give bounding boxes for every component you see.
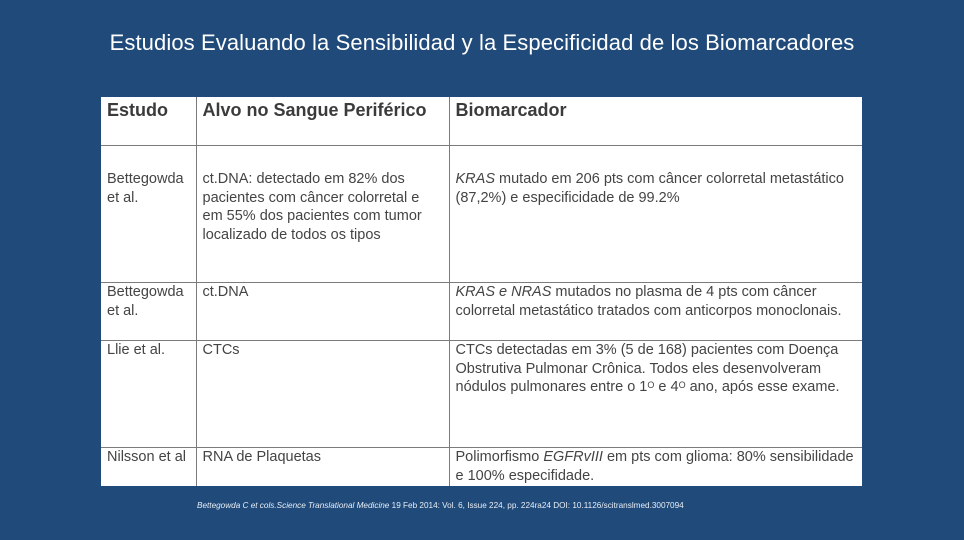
table-row <box>101 146 862 283</box>
biomarcador-text: e 4 <box>654 379 679 395</box>
header-estudo: Estudo <box>101 97 196 146</box>
cell-estudo: Llie et al. <box>101 341 196 448</box>
table-row <box>101 341 862 448</box>
cell-biomarcador <box>449 448 862 487</box>
biomarcador-text: ano, após esse exame. <box>685 379 840 395</box>
reference-details: 19 Feb 2014: Vol. 6, Issue 224, pp. 224ra24 DOI: 10.1126/scitranslmed.3007094 <box>389 501 684 510</box>
biomarker-table <box>101 97 862 486</box>
cell-alvo: ct.DNA <box>196 283 449 341</box>
cell-estudo: Nilsson et al <box>101 448 196 487</box>
cell-biomarcador <box>449 146 862 283</box>
table-header-row <box>101 97 862 146</box>
cell-biomarcador <box>449 283 862 341</box>
biomarcador-text: CTCs detectadas em 3% (5 de 168) pacientes com Doença Obstrutiva Pulmonar Crônica. Todos eles desenvolveram nódulos pulmonares entre o 1 <box>455 342 839 395</box>
slide-title: Estudios Evaluando la Sensibilidad y la Especificidad de los Biomarcadores <box>109 30 855 55</box>
cell-alvo: CTCs <box>196 341 449 448</box>
table-row <box>101 448 862 487</box>
reference-citation <box>197 501 917 510</box>
gene-name: EGFRvIII <box>543 449 603 465</box>
biomarcador-text: mutados no plasma de 4 pts com câncer colorretal metastático tratados com anticorpos monoclonais. <box>455 284 842 319</box>
header-biomarcador: Biomarcador <box>449 97 862 146</box>
ordinal-superscript: O <box>647 380 655 390</box>
biomarcador-text: em pts com glioma: 80% sensibilidade e 100% especifidade. <box>455 449 854 484</box>
cell-estudo: Bettegowda et al. <box>101 146 196 283</box>
gene-name: KRAS e NRAS <box>455 284 552 300</box>
table-row <box>101 283 862 341</box>
biomarcador-text: Polimorfismo <box>455 449 544 465</box>
cell-alvo: RNA de Plaquetas <box>196 448 449 487</box>
cell-estudo: Bettegowda et al. <box>101 283 196 341</box>
reference-authors: Bettegowda C et cols. <box>197 501 277 510</box>
gene-name: KRAS <box>455 171 495 187</box>
ordinal-superscript: O <box>678 380 686 390</box>
header-alvo: Alvo no Sangue Periférico <box>196 97 449 146</box>
cell-alvo: ct.DNA: detectado em 82% dos pacientes com câncer colorretal e em 55% dos pacientes com tumor localizado de todos os tipos <box>196 146 449 283</box>
biomarcador-text: mutado em 206 pts com câncer colorretal metastático (87,2%) e especificidade de 99.2% <box>455 171 844 206</box>
cell-biomarcador <box>449 341 862 448</box>
reference-journal: Science Translational Medicine <box>276 501 390 510</box>
